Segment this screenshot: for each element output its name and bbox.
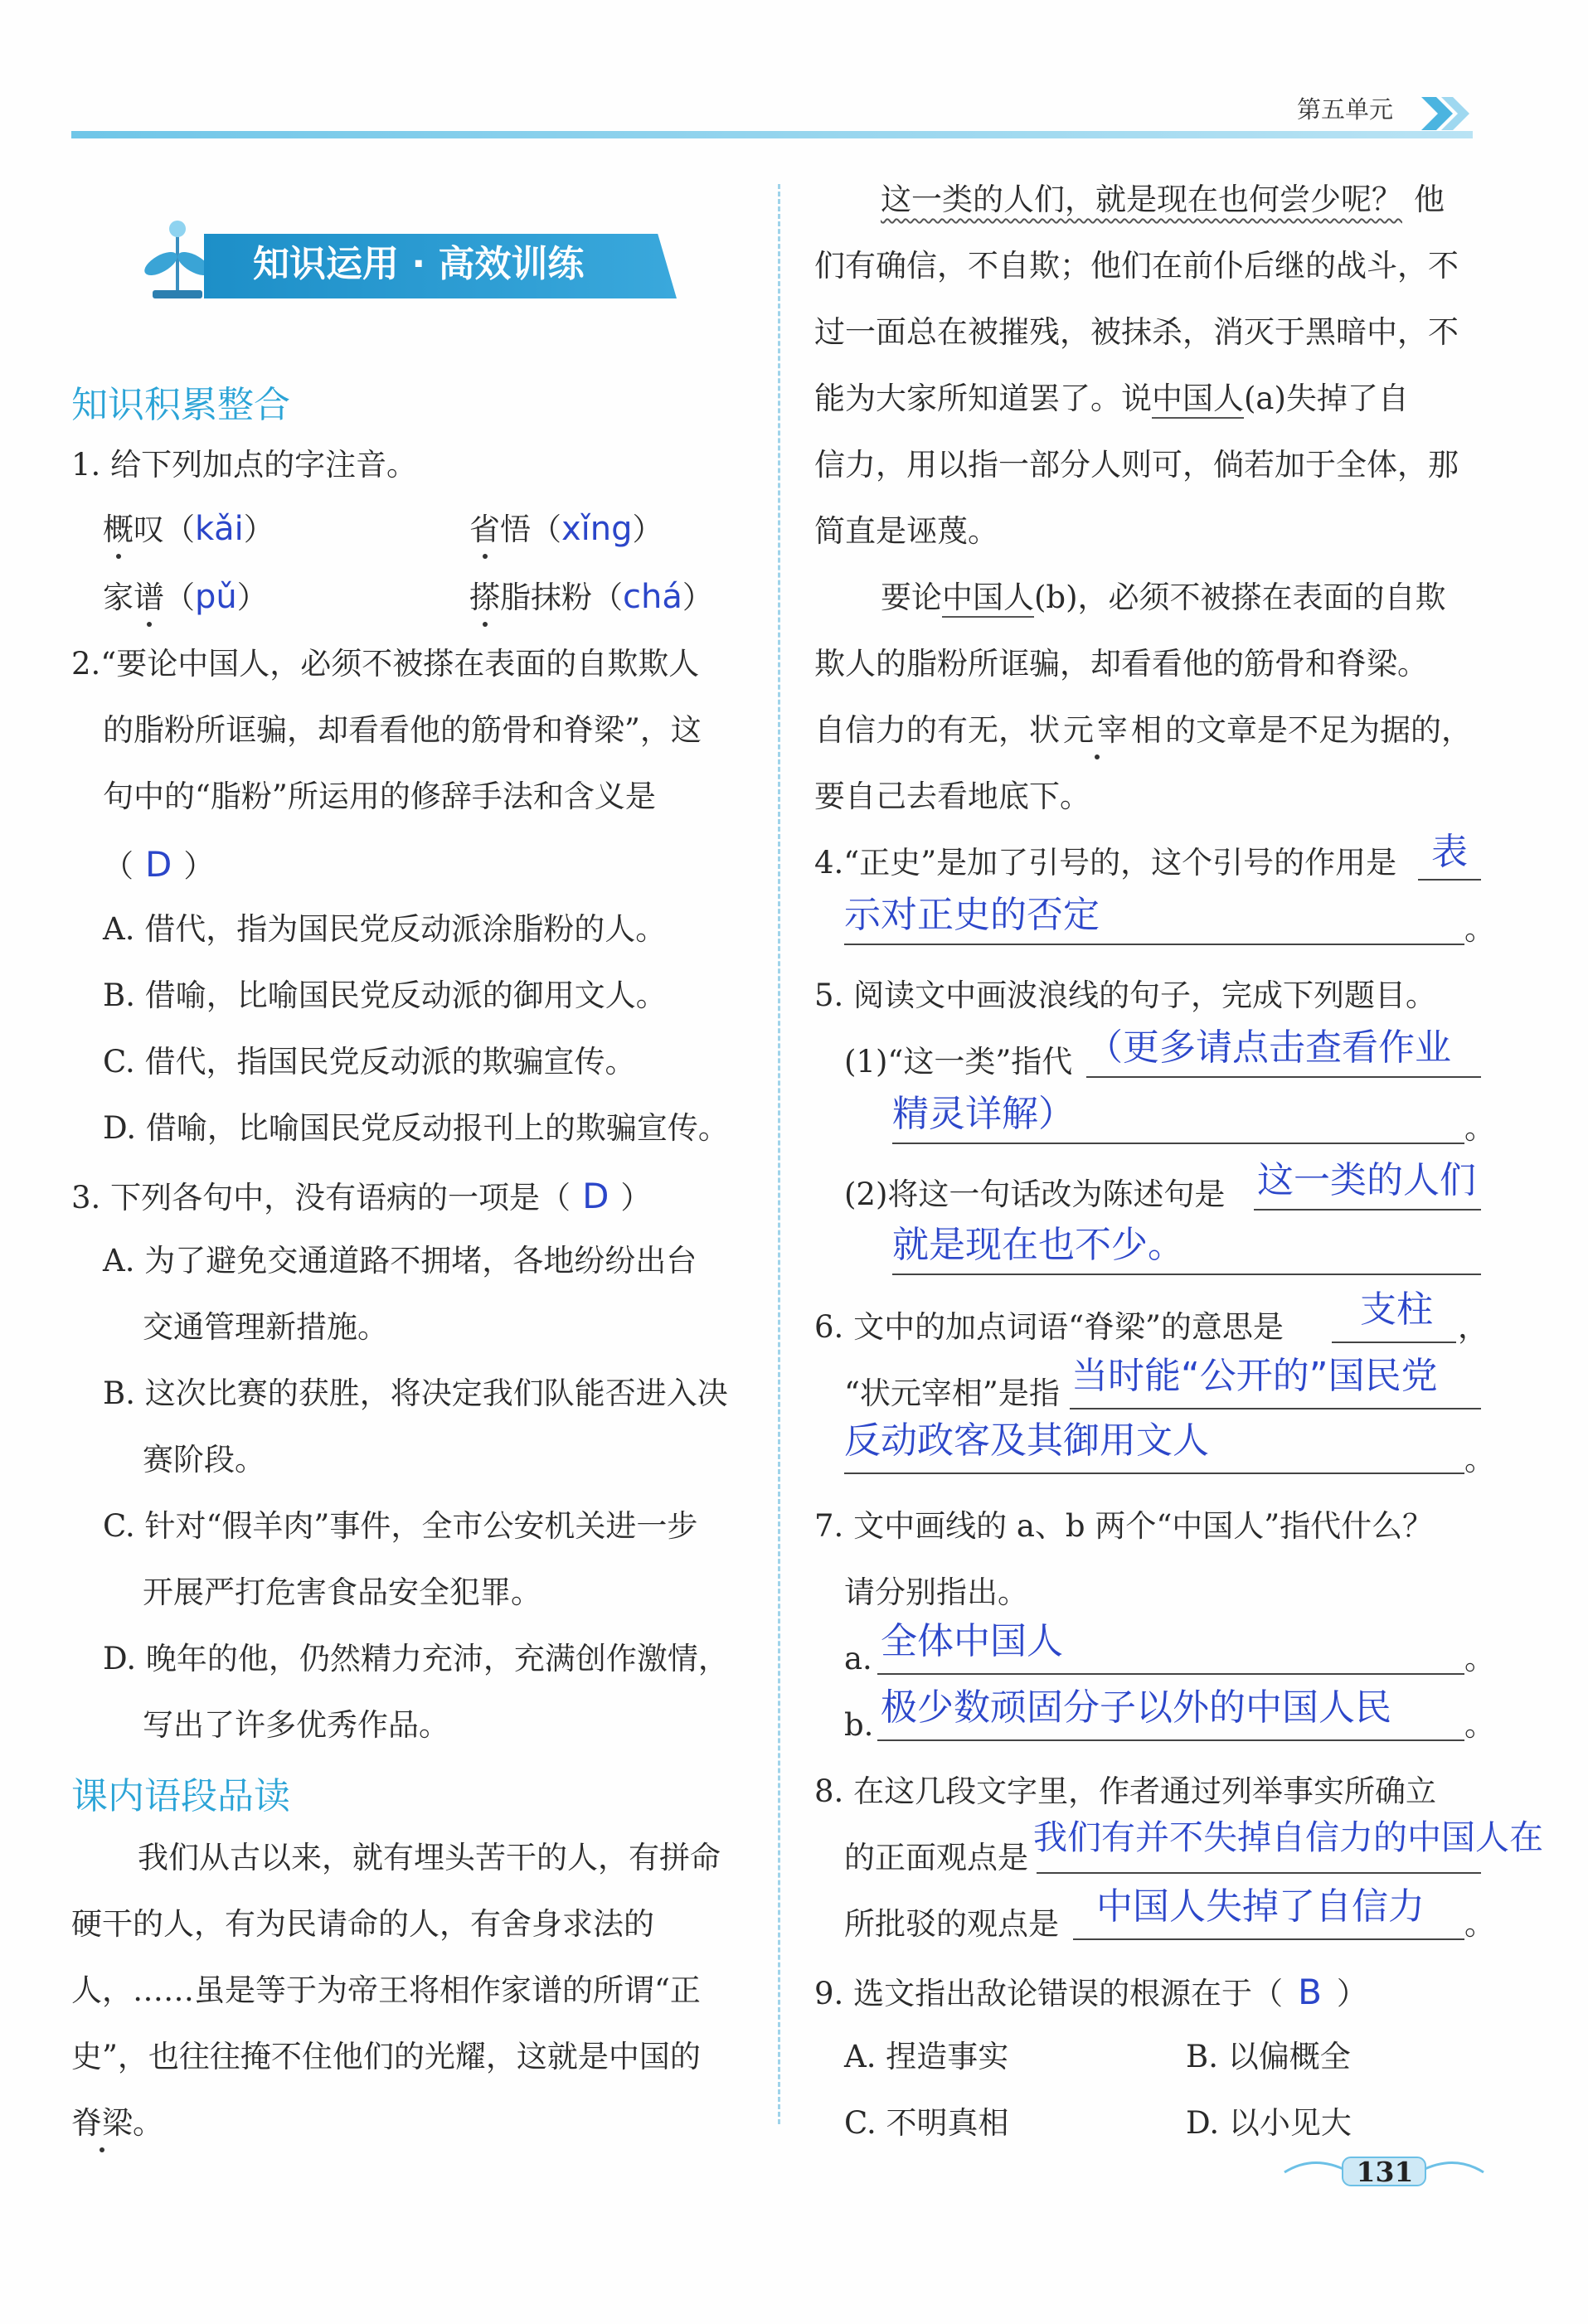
q8-prompt-2: 的正面观点是 xyxy=(844,1840,1028,1875)
passage-line: 硬干的人，有为民请命的人，有舍身求法的 xyxy=(71,1906,654,1942)
q8-answer-1: 我们有并不失掉自信力的中国人在 xyxy=(1033,1817,1543,1857)
q2-option: A. 借代，指为国民党反动派涂脂粉的人。 xyxy=(103,911,667,947)
q4-prompt: 4.“正史”是加了引号的，这个引号的作用是 xyxy=(814,845,1397,881)
q3-option: 赛阶段。 xyxy=(143,1442,265,1477)
passage-right-line: 这一类的人们，就是现在也何尝少呢？ 他 xyxy=(881,182,1445,217)
q5-end: 。 xyxy=(1464,1110,1495,1146)
q6-answer-line xyxy=(844,1473,1464,1474)
q3-prompt: 3. 下列各句中，没有语病的一项是（ D ） xyxy=(71,1176,652,1216)
passage-line: 我们从古以来，就有埋头苦干的人，有拼命 xyxy=(138,1840,721,1875)
q2-option: D. 借喻，比喻国民党反动报刊上的欺骗宣传。 xyxy=(103,1110,729,1146)
q5-answer-line xyxy=(1086,1076,1481,1078)
q7-label-a: a. xyxy=(844,1641,872,1676)
passage-right-line: 简直是诬蔑。 xyxy=(814,513,998,549)
q6-prompt-2: “状元宰相”是指 xyxy=(844,1375,1060,1411)
q5-answer-line xyxy=(1254,1209,1481,1211)
q6-answer: 反动政客及其御用文人 xyxy=(844,1419,1209,1462)
q1-item: 概叹（kǎi） xyxy=(103,510,274,548)
q1-item: 家谱（pǔ） xyxy=(103,578,268,616)
q3-option: D. 晚年的他，仍然精力充沛，充满创作激情， xyxy=(103,1641,729,1676)
q8-end: 。 xyxy=(1464,1906,1495,1942)
q6-answer-line xyxy=(1070,1408,1481,1409)
passage-right-line: 要论中国人(b)，必须不被搽在表面的自欺 xyxy=(881,580,1446,615)
passage-right-line: 们有确信，不自欺；他们在前仆后继的战斗，不 xyxy=(814,248,1459,284)
q5-sub2: (2)将这一句话改为陈述句是 xyxy=(844,1177,1226,1212)
passage-right-line: 信力，用以指一部分人则可，倘若加于全体，那 xyxy=(814,447,1459,483)
header-rule xyxy=(71,131,1473,138)
q7-prompt: 7. 文中画线的 a、b 两个“中国人”指代什么？ xyxy=(814,1508,1434,1544)
q7-answer-line xyxy=(877,1739,1464,1741)
q3-option: B. 这次比赛的获胜，将决定我们队能否进入决 xyxy=(103,1375,728,1411)
q6-end: 。 xyxy=(1464,1442,1495,1477)
q7-answer-line xyxy=(877,1673,1464,1675)
q3-option: 交通管理新措施。 xyxy=(143,1309,388,1345)
q6-comma: ， xyxy=(1458,1309,1488,1345)
q3-option: A. 为了避免交通道路不拥堵，各地纷纷出台 xyxy=(103,1243,697,1278)
q4-end: 。 xyxy=(1464,911,1495,947)
passage-line: 脊梁。 xyxy=(71,2105,163,2141)
q7-end-a: 。 xyxy=(1464,1641,1495,1676)
page-number: 131 xyxy=(1356,2156,1414,2188)
q5-answer: 这一类的人们 xyxy=(1257,1159,1476,1201)
passage-line: 史”，也往往掩不住他们的光耀，这就是中国的 xyxy=(71,2039,701,2074)
q8-answer-line xyxy=(1037,1872,1481,1874)
q7-end-b: 。 xyxy=(1464,1707,1495,1743)
q2-option: C. 借代，指国民党反动派的欺骗宣传。 xyxy=(103,1044,636,1080)
q1-item: 搽脂抹粉（chá） xyxy=(469,578,713,616)
q5-answer: 精灵详解） xyxy=(892,1093,1075,1135)
q9-option: B. 以偏概全 xyxy=(1186,2039,1351,2074)
q6-answer-line xyxy=(1332,1342,1456,1343)
q7-answer-b: 极少数顽固分子以外的中国人民 xyxy=(881,1686,1391,1729)
banner-title: 知识运用 · 高效训练 xyxy=(253,243,585,285)
q5-answer: 就是现在也不少。 xyxy=(892,1224,1184,1266)
q5-prompt: 5. 阅读文中画波浪线的句子，完成下列题目。 xyxy=(814,978,1437,1013)
q3-option: C. 针对“假羊肉”事件，全市公安机关进一步 xyxy=(103,1508,698,1544)
q2-line: 2.“要论中国人，必须不被搽在表面的自欺欺人 xyxy=(71,646,700,682)
passage-right-line: 自信力的有无，状元宰相的文章是不足为据的， xyxy=(814,712,1472,748)
q8-answer-2: 中国人失掉了自信力 xyxy=(1096,1885,1425,1928)
q5-sub1: (1)“这一类”指代 xyxy=(844,1044,1073,1080)
q4-answer-line xyxy=(844,944,1464,945)
q9-option: A. 捏造事实 xyxy=(844,2039,1009,2074)
q6-answer: 支柱 xyxy=(1360,1288,1433,1331)
q4-answer: 表 xyxy=(1431,831,1468,873)
q2-answer: （ D ） xyxy=(103,844,215,885)
q5-answer: （更多请点击查看作业 xyxy=(1086,1026,1451,1069)
q3-option: 写出了许多优秀作品。 xyxy=(143,1707,449,1743)
chevron-right-icon xyxy=(1420,93,1478,134)
passage-right-line: 过一面总在被摧残，被抹杀，消灭于黑暗中，不 xyxy=(814,314,1459,350)
passage-line: 人，……虽是等于为帝王将相作家谱的所谓“正 xyxy=(71,1972,701,2008)
q6-prompt: 6. 文中的加点词语“脊梁”的意思是 xyxy=(814,1309,1284,1345)
passage-right-line: 欺人的脂粉所诓骗，却看看他的筋骨和脊梁。 xyxy=(814,646,1428,682)
q1-prompt: 1. 给下列加点的字注音。 xyxy=(71,447,418,483)
q6-answer: 当时能“公开的”国民党 xyxy=(1071,1355,1438,1397)
section-heading-1: 知识积累整合 xyxy=(71,384,290,426)
section-heading-2: 课内语段品读 xyxy=(71,1775,290,1817)
q2-line: 的脂粉所诓骗，却看看他的筋骨和脊梁”，这 xyxy=(103,712,702,748)
q2-line: 句中的“脂粉”所运用的修辞手法和含义是 xyxy=(103,779,656,814)
q2-option: B. 借喻，比喻国民党反动派的御用文人。 xyxy=(103,978,667,1013)
column-divider xyxy=(778,184,780,2124)
q7-prompt-2: 请分别指出。 xyxy=(844,1574,1028,1610)
q4-answer-line xyxy=(1418,879,1481,881)
q5-answer-line xyxy=(892,1143,1464,1144)
q8-answer-line xyxy=(1073,1938,1464,1940)
q3-option: 开展严打危害食品安全犯罪。 xyxy=(143,1574,541,1610)
q8-prompt-3: 所批驳的观点是 xyxy=(844,1906,1059,1942)
unit-label: 第五单元 xyxy=(1297,95,1394,124)
passage-right-line: 能为大家所知道罢了。说中国人(a)失掉了自 xyxy=(814,381,1409,416)
q7-answer-a: 全体中国人 xyxy=(881,1620,1063,1662)
q4-answer: 示对正史的否定 xyxy=(844,894,1100,936)
q9-option: C. 不明真相 xyxy=(844,2105,1009,2141)
q1-item: 省悟（xǐng） xyxy=(469,510,663,548)
q7-label-b: b. xyxy=(844,1707,874,1743)
q9-option: D. 以小见大 xyxy=(1186,2105,1352,2141)
q5-answer-line xyxy=(892,1274,1481,1275)
q8-prompt: 8. 在这几段文字里，作者通过列举事实所确立 xyxy=(814,1773,1437,1809)
q9-prompt: 9. 选文指出敌论错误的根源在于（ B ） xyxy=(814,1972,1367,2012)
passage-right-line: 要自己去看地底下。 xyxy=(814,779,1090,814)
